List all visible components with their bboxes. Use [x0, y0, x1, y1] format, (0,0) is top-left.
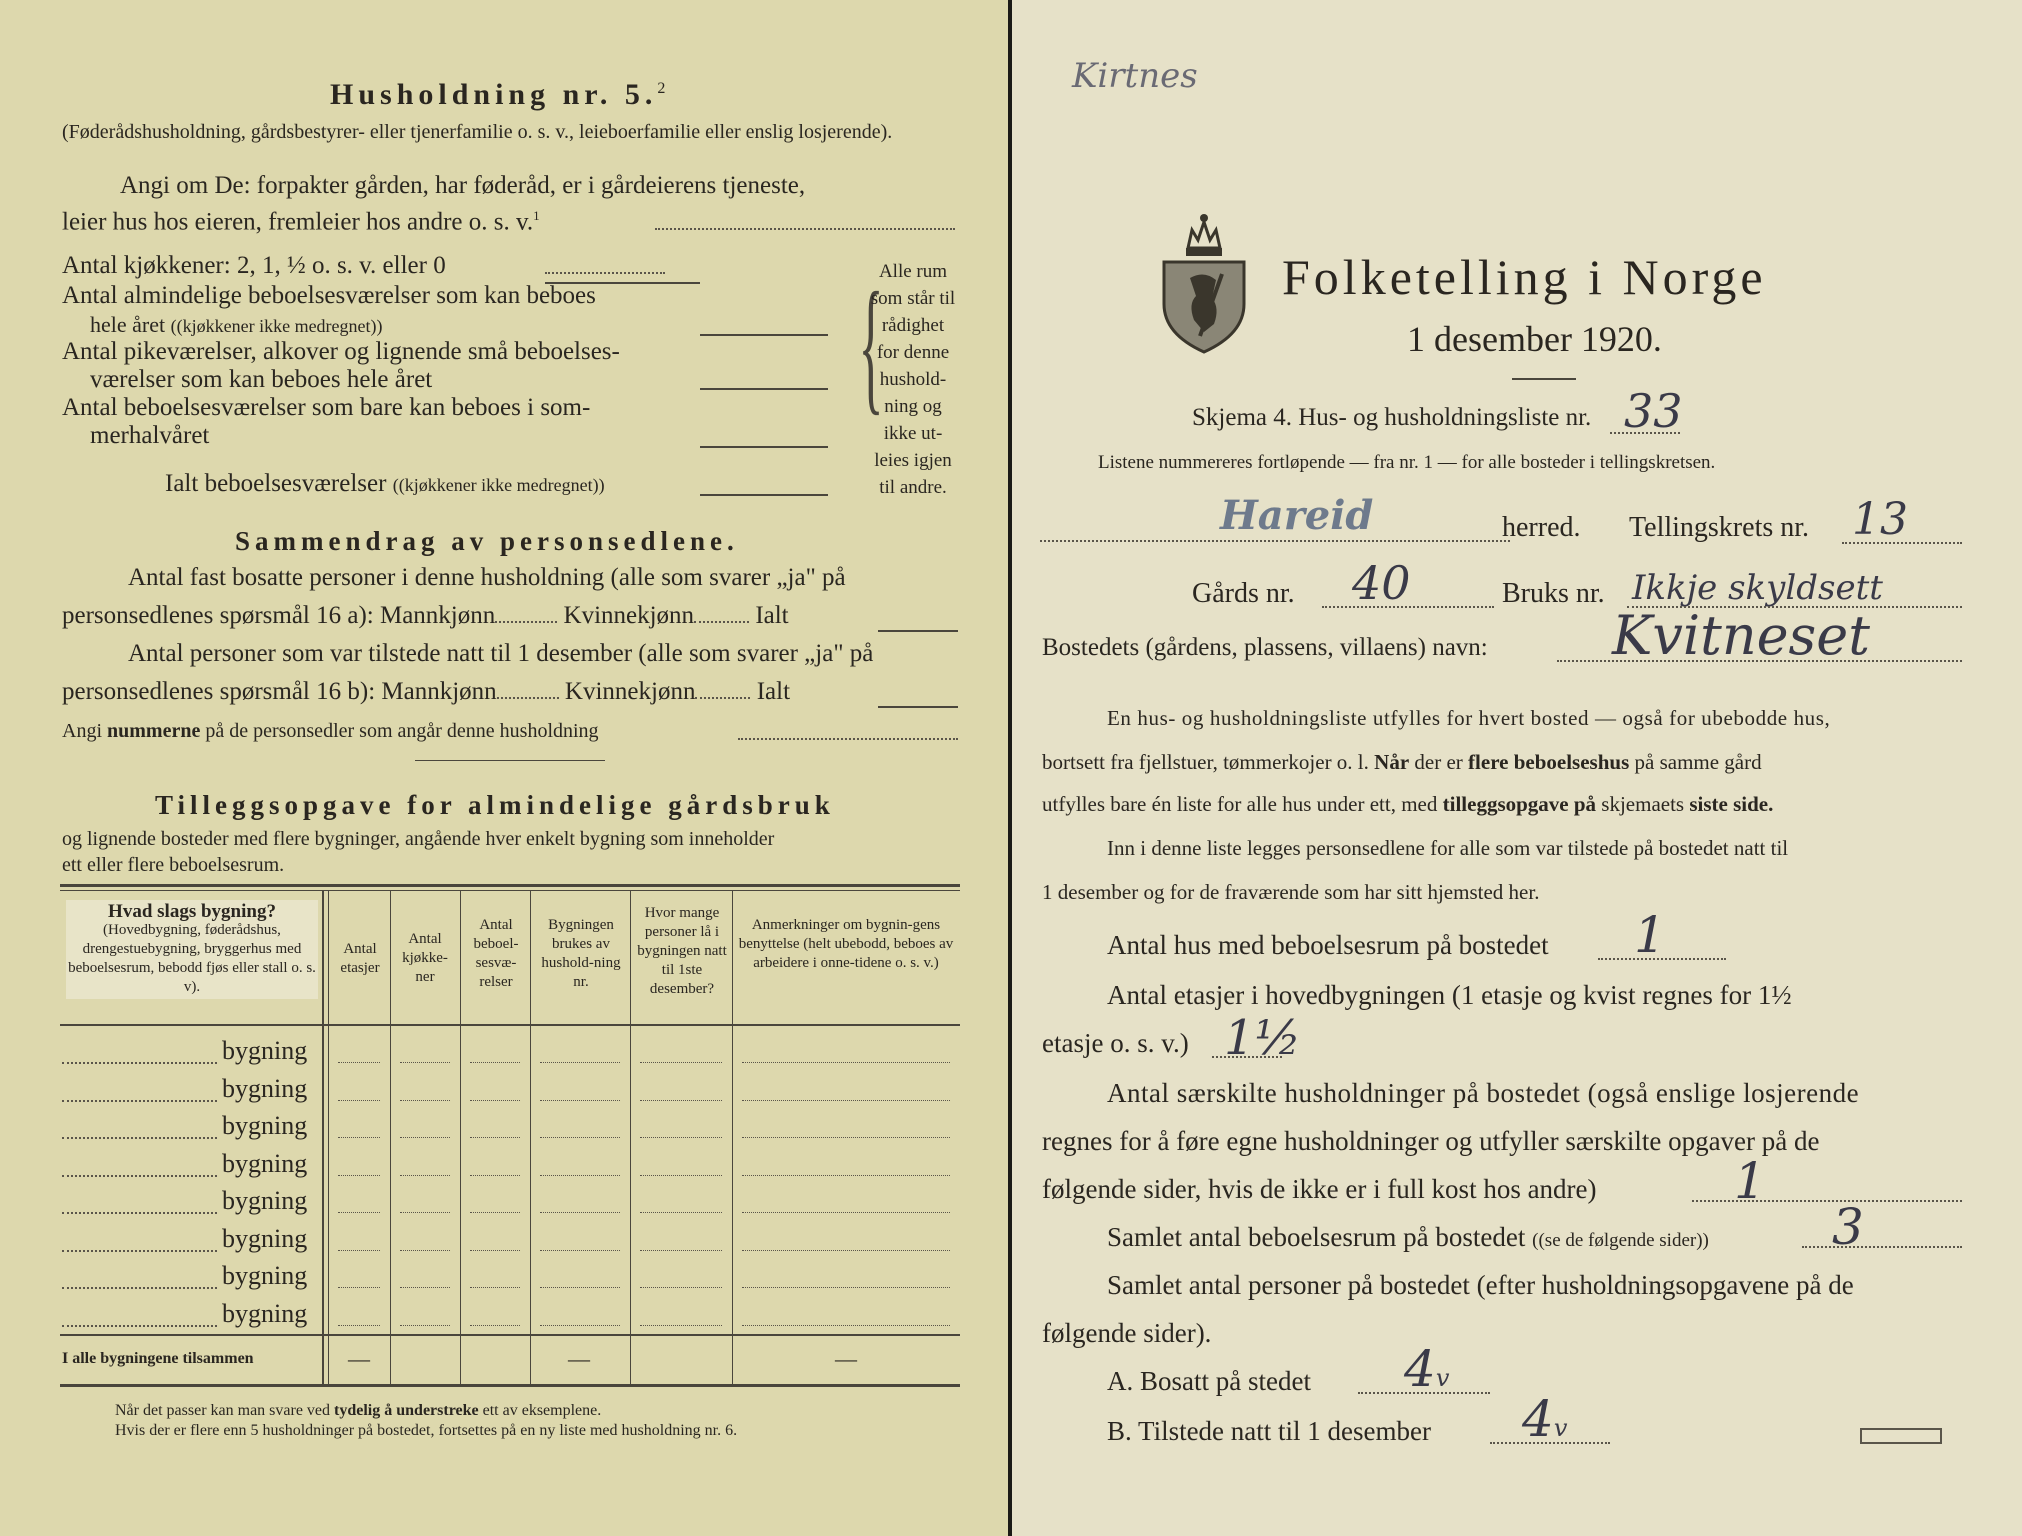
building-row-cell[interactable]	[400, 1212, 450, 1213]
building-row-cell[interactable]	[742, 1212, 950, 1213]
tilstede-line-2: personsedlenes spørsmål 16 b): Mannkjønn Kvinnekjønn Ialt	[62, 678, 791, 705]
building-row-cell[interactable]	[338, 1325, 380, 1326]
footnote-1: Når det passer kan man svare ved tydelig å understreke ett av eksemplene.	[115, 1402, 602, 1419]
skjema-number-line	[1610, 432, 1680, 434]
building-row-cell[interactable]	[540, 1100, 620, 1101]
building-row-type-input[interactable]	[62, 1137, 217, 1139]
nummer-line: Angi nummerne på de personsedler som angår denne husholdning	[62, 720, 599, 742]
krets-value[interactable]: 13	[1852, 494, 1908, 545]
household-title: Husholdning nr. 5.$^2$	[330, 78, 666, 111]
tilstede-line-1: Antal personer som var tilstede natt til 1 desember (alle som svarer „ja" på	[128, 640, 874, 667]
tillegg-sub-1: og lignende bosteder med flere bygninger, angående hver enkelt bygning som inneholder	[62, 828, 775, 850]
col-line-6	[732, 890, 733, 1384]
bosatt-line	[1358, 1392, 1490, 1394]
liste-note: Listene nummereres fortløpende — fra nr. 1 — for alle bosteder i tellingskretsen.	[1098, 452, 1716, 473]
sersk-line	[1692, 1200, 1962, 1202]
total-anmerkning-dash: —	[835, 1346, 857, 1371]
herred-value[interactable]: Hareid	[1220, 492, 1374, 539]
building-row-cell[interactable]	[338, 1100, 380, 1101]
col-line-3	[460, 890, 461, 1384]
sersk-value[interactable]: 1	[1734, 1152, 1766, 1210]
para1-line1: En hus- og husholdningsliste utfylles for hvert bosted — også for ubebodde hus,	[1107, 706, 1831, 730]
building-row-cell[interactable]	[338, 1212, 380, 1213]
bosted-line	[1557, 660, 1962, 662]
angi-line-1: Angi om De: forpakter gården, har føderåd, er i gårdeierens tjeneste,	[120, 172, 806, 199]
hus-value[interactable]: 1	[1634, 906, 1666, 964]
building-row-cell[interactable]	[470, 1287, 520, 1288]
etasjer-value-line	[1212, 1056, 1282, 1058]
col-head-husholdning: Bygningen brukes av hushold-ning nr.	[541, 917, 621, 990]
herred-label: herred.	[1502, 512, 1581, 543]
building-row-label: bygning	[222, 1111, 308, 1140]
building-row-cell[interactable]	[470, 1062, 520, 1063]
angi-line-2: leier hus hos eieren, fremleier hos andre o. s. v.$^1$	[62, 208, 540, 236]
tilstede-label: B. Tilstede natt til 1 desember	[1107, 1416, 1431, 1446]
coat-of-arms-icon	[1160, 208, 1248, 356]
alm-answer-line[interactable]	[700, 334, 828, 336]
printer-mark	[1860, 1428, 1942, 1444]
building-row-cell[interactable]	[640, 1062, 722, 1063]
pers-line1: Samlet antal personer på bostedet (efter husholdningsopgavene på de	[1107, 1270, 1854, 1300]
krets-label: Tellingskrets nr.	[1629, 512, 1810, 543]
building-row-cell[interactable]	[470, 1325, 520, 1326]
building-row-cell[interactable]	[540, 1062, 620, 1063]
etasjer-line1: Antal etasjer i hovedbygningen (1 etasje og kvist regnes for 1½	[1107, 980, 1792, 1010]
left-page	[0, 0, 1008, 1536]
tilstede-ialt-line[interactable]	[878, 706, 958, 708]
building-row-cell[interactable]	[540, 1325, 620, 1326]
building-row-cell[interactable]	[470, 1250, 520, 1251]
tilstede-line	[1490, 1442, 1610, 1444]
building-row-cell[interactable]	[400, 1325, 450, 1326]
sersk-line3: følgende sider, hvis de ikke er i full kost hos andre)	[1042, 1174, 1597, 1204]
tillegg-sub-2: ett eller flere beboelsesrum.	[62, 854, 285, 876]
col-head-kjokkener: Antal kjøkke-ner	[402, 931, 448, 985]
pike-line-2: værelser som kan beboes hele året	[90, 366, 433, 393]
etasjer-value[interactable]: 1½	[1224, 1010, 1302, 1066]
krets-line	[1842, 542, 1962, 544]
building-table	[60, 884, 960, 1394]
kjokkener-dots	[545, 272, 665, 274]
building-row-label: bygning	[222, 1186, 308, 1215]
building-row-cell[interactable]	[400, 1137, 450, 1138]
building-row-cell[interactable]	[338, 1137, 380, 1138]
building-row-cell[interactable]	[470, 1100, 520, 1101]
hus-line	[1598, 958, 1726, 960]
para2-line1: Inn i denne liste legges personsedlene for alle som var tilstede på bostedet natt til	[1107, 836, 1789, 860]
building-row-cell[interactable]	[470, 1137, 520, 1138]
ialt-answer-line[interactable]	[700, 494, 828, 496]
brace-note: Alle rum som står til rådighet for denne hushold- ning og ikke ut- leies igjen til andre.	[870, 261, 956, 498]
col-head-anmerkninger: Anmerkninger om bygnin-gens benyttelse (helt ubebodd, beboes av arbeidere i onne-tidene o. s. v.)	[738, 917, 954, 971]
alm-line-2: hele året ((kjøkkener ikke medregnet))	[90, 312, 383, 337]
fast-line-1: Antal fast bosatte personer i denne husholdning (alle som svarer „ja" på	[128, 564, 846, 591]
pike-answer-line[interactable]	[700, 388, 828, 390]
building-row-cell[interactable]	[338, 1062, 380, 1063]
building-row-type-input[interactable]	[62, 1250, 217, 1252]
bruks-label: Bruks nr.	[1502, 578, 1605, 609]
bosatt-value[interactable]: 4v	[1404, 1340, 1450, 1398]
building-row-type-input[interactable]	[62, 1062, 217, 1064]
fast-ialt-line[interactable]	[878, 630, 958, 632]
rum-value[interactable]: 3	[1832, 1198, 1864, 1256]
col-line-4	[530, 890, 531, 1384]
building-row-cell[interactable]	[640, 1250, 722, 1251]
footnote-2: Hvis der er flere enn 5 husholdninger på bostedet, fortsettes på en ny liste med husholdning nr. 6.	[115, 1422, 738, 1439]
pike-line-1: Antal pikeværelser, alkover og lignende små beboelses-	[62, 338, 620, 365]
sersk-line2: regnes for å føre egne husholdninger og utfyller særskilte opgaver på de	[1042, 1126, 1820, 1156]
right-page	[1012, 0, 2022, 1536]
building-row-cell[interactable]	[540, 1137, 620, 1138]
building-row-cell[interactable]	[742, 1100, 950, 1101]
building-row-cell[interactable]	[540, 1175, 620, 1176]
building-row-cell[interactable]	[338, 1250, 380, 1251]
household-intro: (Føderådshusholdning, gårdsbestyrer- eller tjenerfamilie o. s. v., leieboerfamilie eller enslig losjerende).	[62, 121, 893, 143]
building-row-cell[interactable]	[400, 1250, 450, 1251]
building-row-cell[interactable]	[640, 1325, 722, 1326]
building-row-type-input[interactable]	[62, 1175, 217, 1177]
skjema-line: Skjema 4. Hus- og husholdningsliste nr.	[1192, 404, 1592, 431]
sommer-answer-line[interactable]	[700, 446, 828, 448]
pers-line2: følgende sider).	[1042, 1318, 1212, 1348]
building-row-cell[interactable]	[338, 1175, 380, 1176]
building-row-type-input[interactable]	[62, 1212, 217, 1214]
building-row-cell[interactable]	[540, 1212, 620, 1213]
building-row-cell[interactable]	[470, 1212, 520, 1213]
col-head-etasjer: Antal etasjer	[340, 941, 380, 976]
gards-value[interactable]: 40	[1352, 556, 1411, 610]
building-row-cell[interactable]	[742, 1137, 950, 1138]
col-head-personer: Hvor mange personer lå i bygningen natt til 1ste desember?	[637, 905, 727, 997]
para1-line2: bortsett fra fjellstuer, tømmerkojer o. l. Når der er flere beboelseshus på samme gård	[1042, 750, 1762, 774]
col-head-beboelsesvaerelser: Antal beboel-sesvæ-relser	[473, 917, 519, 990]
table-top-line	[60, 884, 960, 887]
total-beboelse-dash: —	[568, 1346, 590, 1371]
rum-line: Samlet antal beboelsesrum på bostedet ((se de følgende sider))	[1107, 1222, 1709, 1252]
sommer-line-2: merhalvåret	[90, 422, 210, 449]
building-row-cell[interactable]	[400, 1100, 450, 1101]
col-line-2	[390, 890, 391, 1384]
sammendrag-title: Sammendrag av personsedlene.	[235, 526, 739, 556]
brace: {	[858, 262, 884, 428]
etasjer-line2: etasje o. s. v.)	[1042, 1028, 1189, 1058]
building-row-cell[interactable]	[640, 1137, 722, 1138]
building-row-cell[interactable]	[400, 1062, 450, 1063]
para1-line3: utfylles bare én liste for alle hus under ett, med tilleggsopgave på skjemaets siste side.	[1042, 792, 1774, 816]
building-row-cell[interactable]	[742, 1175, 950, 1176]
angi-answer-line[interactable]	[655, 228, 955, 230]
hus-label: Antal hus med beboelsesrum på bostedet	[1107, 930, 1549, 960]
gards-label: Gårds nr.	[1192, 578, 1295, 609]
sommer-line-1: Antal beboelsesværelser som bare kan beboes i som-	[62, 394, 591, 421]
sersk-line1: Antal særskilte husholdninger på bostedet (også enslige losjerende	[1107, 1078, 1860, 1108]
herred-line	[1040, 540, 1510, 542]
building-row-cell[interactable]	[742, 1325, 950, 1326]
building-row-cell[interactable]	[640, 1212, 722, 1213]
bosted-label: Bostedets (gårdens, plassens, villaens) navn:	[1042, 634, 1488, 661]
ialt-line: Ialt beboelsesværelser ((kjøkkener ikke medregnet))	[165, 470, 605, 497]
building-row-cell[interactable]	[540, 1287, 620, 1288]
bosatt-label: A. Bosatt på stedet	[1107, 1366, 1311, 1396]
building-row-type-input[interactable]	[62, 1325, 217, 1327]
para2-line2: 1 desember og for de fraværende som har sitt hjemsted her.	[1042, 880, 1540, 904]
bosted-value[interactable]: Kvitneset	[1612, 604, 1870, 667]
main-title: Folketelling i Norge	[1282, 249, 1767, 305]
building-row-cell[interactable]	[400, 1175, 450, 1176]
building-row-label: bygning	[222, 1261, 308, 1290]
norway-coat-of-arms	[1160, 208, 1248, 356]
title-divider	[1512, 378, 1576, 380]
fast-line-2: personsedlenes spørsmål 16 a): Mannkjønn Kvinnekjønn Ialt	[62, 602, 789, 629]
building-row-cell[interactable]	[742, 1250, 950, 1251]
col-head-type: Hvad slags bygning? (Hovedbygning, føderådshus, drengestuebygning, bryggerhus med beboelsesrum, bebodd fjøs eller stall o. s. v).	[66, 900, 318, 999]
building-row-label: bygning	[222, 1036, 308, 1065]
col-line-5	[630, 890, 631, 1384]
building-row-cell[interactable]	[470, 1175, 520, 1176]
building-row-label: bygning	[222, 1298, 308, 1328]
building-row-label: bygning	[222, 1148, 308, 1178]
building-row-cell[interactable]	[338, 1287, 380, 1288]
gards-line	[1322, 606, 1494, 608]
rum-value-line	[1802, 1246, 1962, 1248]
col-line-1b	[328, 890, 329, 1384]
building-row-label: bygning	[222, 1073, 308, 1103]
census-date: 1 desember 1920.	[1407, 319, 1662, 359]
skjema-number[interactable]: 33	[1624, 384, 1683, 438]
building-row-cell[interactable]	[400, 1287, 450, 1288]
building-row-cell[interactable]	[540, 1250, 620, 1251]
bruks-value[interactable]: Ikkje skyldsett	[1632, 568, 1883, 608]
tillegg-title: Tilleggsopgave for almindelige gårdsbruk	[155, 790, 835, 820]
building-row-label: bygning	[222, 1223, 308, 1253]
nummer-answer-line[interactable]	[738, 738, 958, 740]
building-row-cell[interactable]	[640, 1287, 722, 1288]
building-row-cell[interactable]	[640, 1100, 722, 1101]
col-line-1	[322, 890, 324, 1384]
table-total-top	[60, 1334, 960, 1336]
corner-note: Kirtnes	[1072, 56, 1198, 96]
table-top-line-2	[60, 890, 960, 891]
total-row-label: I alle bygningene tilsammen	[62, 1350, 254, 1367]
building-row-cell[interactable]	[640, 1175, 722, 1176]
building-row-cell[interactable]	[742, 1062, 950, 1063]
building-row-type-input[interactable]	[62, 1100, 217, 1102]
kjokkener-line: Antal kjøkkener: 2, 1, ½ o. s. v. eller 0	[62, 252, 446, 279]
building-row-cell[interactable]	[742, 1287, 950, 1288]
total-etasjer-dash: —	[348, 1346, 370, 1371]
tilstede-value[interactable]: 4v	[1522, 1390, 1568, 1448]
table-bottom-line	[60, 1384, 960, 1387]
building-row-type-input[interactable]	[62, 1287, 217, 1289]
alm-line-1: Antal almindelige beboelsesværelser som kan beboes	[62, 282, 596, 309]
table-header-bottom	[60, 1024, 960, 1026]
section-divider	[415, 760, 605, 761]
